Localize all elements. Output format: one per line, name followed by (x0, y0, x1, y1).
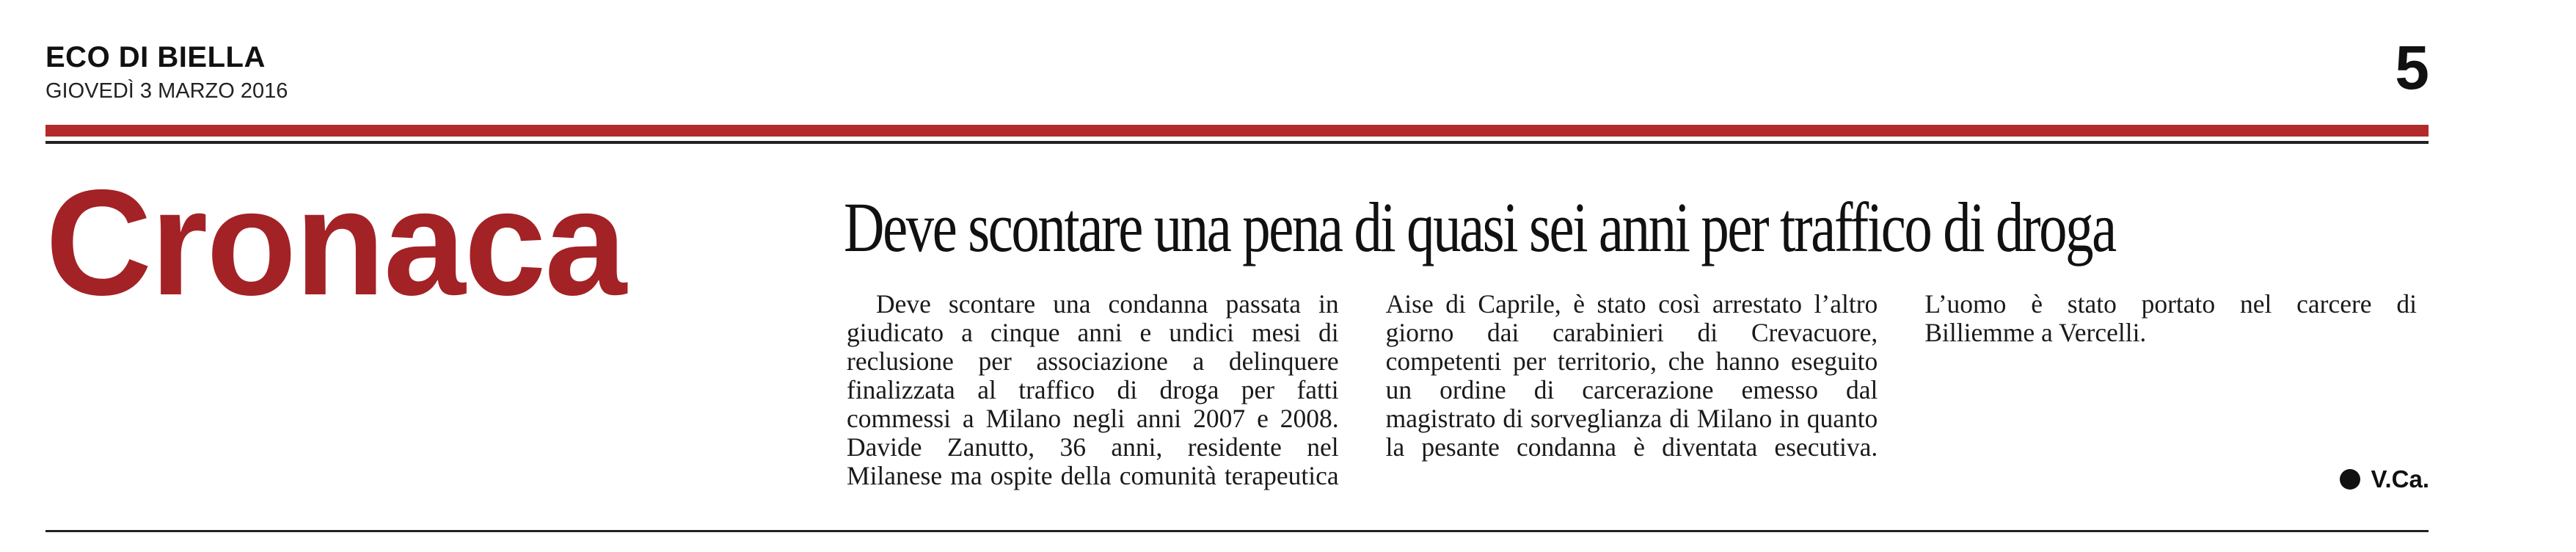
footer-rule (45, 530, 2429, 532)
section-title: Cronaca (45, 159, 626, 327)
article-headline: Deve scontare una pena di quasi sei anni per traffico di droga (844, 188, 2115, 266)
article-byline (2340, 467, 2429, 491)
newspaper-name: ECO DI BIELLA (45, 41, 266, 73)
byline-text: V.Ca. (2371, 465, 2429, 493)
header-red-rule (45, 125, 2429, 137)
header-thin-rule (45, 141, 2429, 144)
article-body (847, 290, 2417, 510)
article-paragraph: Deve scontare una condanna passata in giudicato a cinque anni e undici mesi di reclusione per associazione a delinquere finalizzata al traffico di droga per fatti commessi a Milano negli anni 2007 e 2008. Davide Zanutto, 36 anni, residente nel Milanese ma ospite della comunità terapeutica Aise di Caprile, è stato così arrestato l’altro giorno dai carabinieri di Crevacuore, competenti per territorio, che hanno eseguito un ordine di carcerazione emesso dal magistrato di sorveglianza di Milano in quanto la pesante condanna è diventata esecutiva. L’uomo è stato portato nel carcere di Billiemme a Vercelli. (847, 289, 2417, 490)
issue-date: GIOVEDÌ 3 MARZO 2016 (45, 79, 288, 103)
page-number: 5 (2395, 33, 2429, 102)
bullet-dot-icon (2340, 469, 2360, 490)
